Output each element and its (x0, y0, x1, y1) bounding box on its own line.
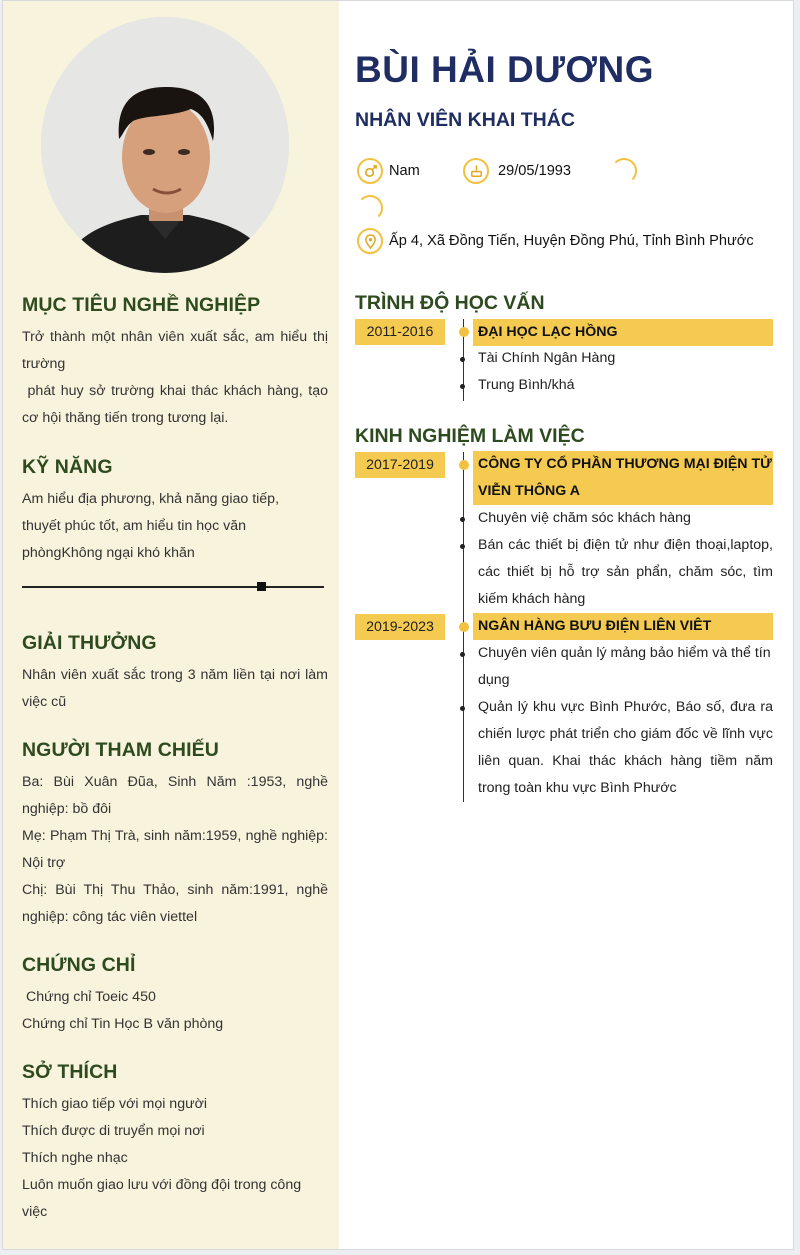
education-detail: Trung Bình/khá (478, 377, 575, 393)
gender-value: Nam (389, 163, 420, 179)
skills-text: Am hiểu địa phương, khả năng giao tiếp, thuyết phúc tốt, am hiểu tin học văn phòngKhông ngại khó khăn (22, 491, 280, 561)
hobbies-title: SỞ THÍCH (22, 1061, 118, 1083)
cv-page (2, 0, 794, 1250)
objective-section (22, 294, 332, 432)
reference-item: Ba: Bùi Xuân Đũa, Sinh Năm :1953, nghề nghiệp: bồ đôi (22, 774, 328, 817)
certificate-item: Chứng chỉ Tin Học B văn phòng (22, 1016, 224, 1032)
hobby-item: Luôn muốn giao lưu với đồng đội trong công việc (22, 1177, 302, 1220)
job-detail: Chuyên viên quản lý mảng bảo hiểm và thể tín dụng (478, 645, 771, 688)
bullet (460, 652, 465, 657)
placeholder-icon (611, 158, 637, 184)
reference-item: Chị: Bùi Thị Thu Thảo, sinh năm:1991, nghề nghiệp: công tác viên viettel (22, 882, 328, 925)
awards-title: GIẢI THƯỞNG (22, 632, 157, 654)
education-detail: Tài Chính Ngân Hàng (478, 350, 616, 366)
education-title: TRÌNH ĐỘ HỌC VẤN (355, 292, 545, 314)
job-detail: Chuyên việ chăm sóc khách hàng (478, 510, 691, 526)
skills-title: KỸ NĂNG (22, 456, 113, 478)
job-title: NHÂN VIÊN KHAI THÁC (355, 109, 575, 131)
certificate-item: Chứng chỉ Toeic 450 (22, 989, 156, 1005)
job-detail: Bán các thiết bị điện tử như điện thoại,laptop, các thiết bị hỗ trợ sản phẩn, chăm sóc, tìm kiếm khách hàng (478, 537, 773, 607)
map-pin-icon (357, 228, 383, 254)
bullet (460, 357, 465, 362)
awards-section (22, 632, 328, 716)
timeline-dot (459, 460, 469, 470)
timeline-dot (459, 622, 469, 632)
hobby-item: Thích giao tiếp với mọi người (22, 1096, 208, 1112)
full-name: BÙI HẢI DƯƠNG (355, 49, 654, 90)
references-section (22, 739, 328, 931)
placeholder-icon (357, 195, 383, 221)
objective-line: phát huy sở trường khai thác khách hàng, tạo cơ hội thăng tiến trong tương lại. (22, 383, 332, 426)
bullet (460, 384, 465, 389)
objective-title: MỤC TIÊU NGHỀ NGHIỆP (22, 294, 261, 316)
job-period: 2017-2019 (355, 452, 445, 478)
hobby-item: Thích nghe nhạc (22, 1150, 128, 1166)
hobbies-section (22, 1061, 328, 1226)
bullet (460, 544, 465, 549)
education-period: 2011-2016 (355, 319, 445, 345)
certificates-section (22, 954, 328, 1038)
job-period: 2019-2023 (355, 614, 445, 640)
skill-level-marker (257, 582, 266, 591)
left-column (3, 1, 339, 1250)
bullet (460, 517, 465, 522)
skill-divider (22, 586, 324, 588)
profile-photo (41, 17, 289, 273)
hobby-item: Thích được di truyển mọi nơi (22, 1123, 205, 1139)
bullet (460, 706, 465, 711)
experience-title: KINH NGHIỆM LÀM VIỆC (355, 425, 585, 447)
reference-item: Mẹ: Phạm Thị Trà, sinh năm:1959, nghề nghiệp: Nội trợ (22, 828, 328, 871)
birthday-value: 29/05/1993 (498, 163, 572, 179)
certificates-title: CHỨNG CHỈ (22, 954, 136, 976)
timeline-dot (459, 327, 469, 337)
job-detail: Quản lý khu vực Bình Phước, Báo số, đưa ra chiến lược phát triển cho giám đốc về lĩnh vực liên quan. Khai thác khách hàng tiềm năm trong toàn khu vực Bình Phước (478, 699, 773, 796)
job-company: NGÂN HÀNG BƯU ĐIỆN LIÊN VIÊT (473, 613, 773, 640)
awards-text: Nhân viên xuất sắc trong 3 năm liền tại nơi làm việc cũ (22, 667, 328, 710)
job-company: CÔNG TY CỔ PHẦN THƯƠNG MẠI ĐIỆN TỬ VIỄN THÔNG A (473, 451, 773, 505)
birthday-cake-icon (463, 158, 489, 184)
skills-section (22, 456, 328, 567)
education-school: ĐẠI HỌC LẠC HỒNG (473, 319, 773, 346)
gender-icon (357, 158, 383, 184)
right-column (339, 1, 794, 1250)
objective-line: Trở thành một nhân viên xuất sắc, am hiểu thị trường (22, 329, 328, 372)
references-title: NGƯỜI THAM CHIẾU (22, 739, 219, 761)
address-value: Ấp 4, Xã Đồng Tiến, Huyện Đồng Phú, Tỉnh Bình Phước (389, 233, 754, 249)
